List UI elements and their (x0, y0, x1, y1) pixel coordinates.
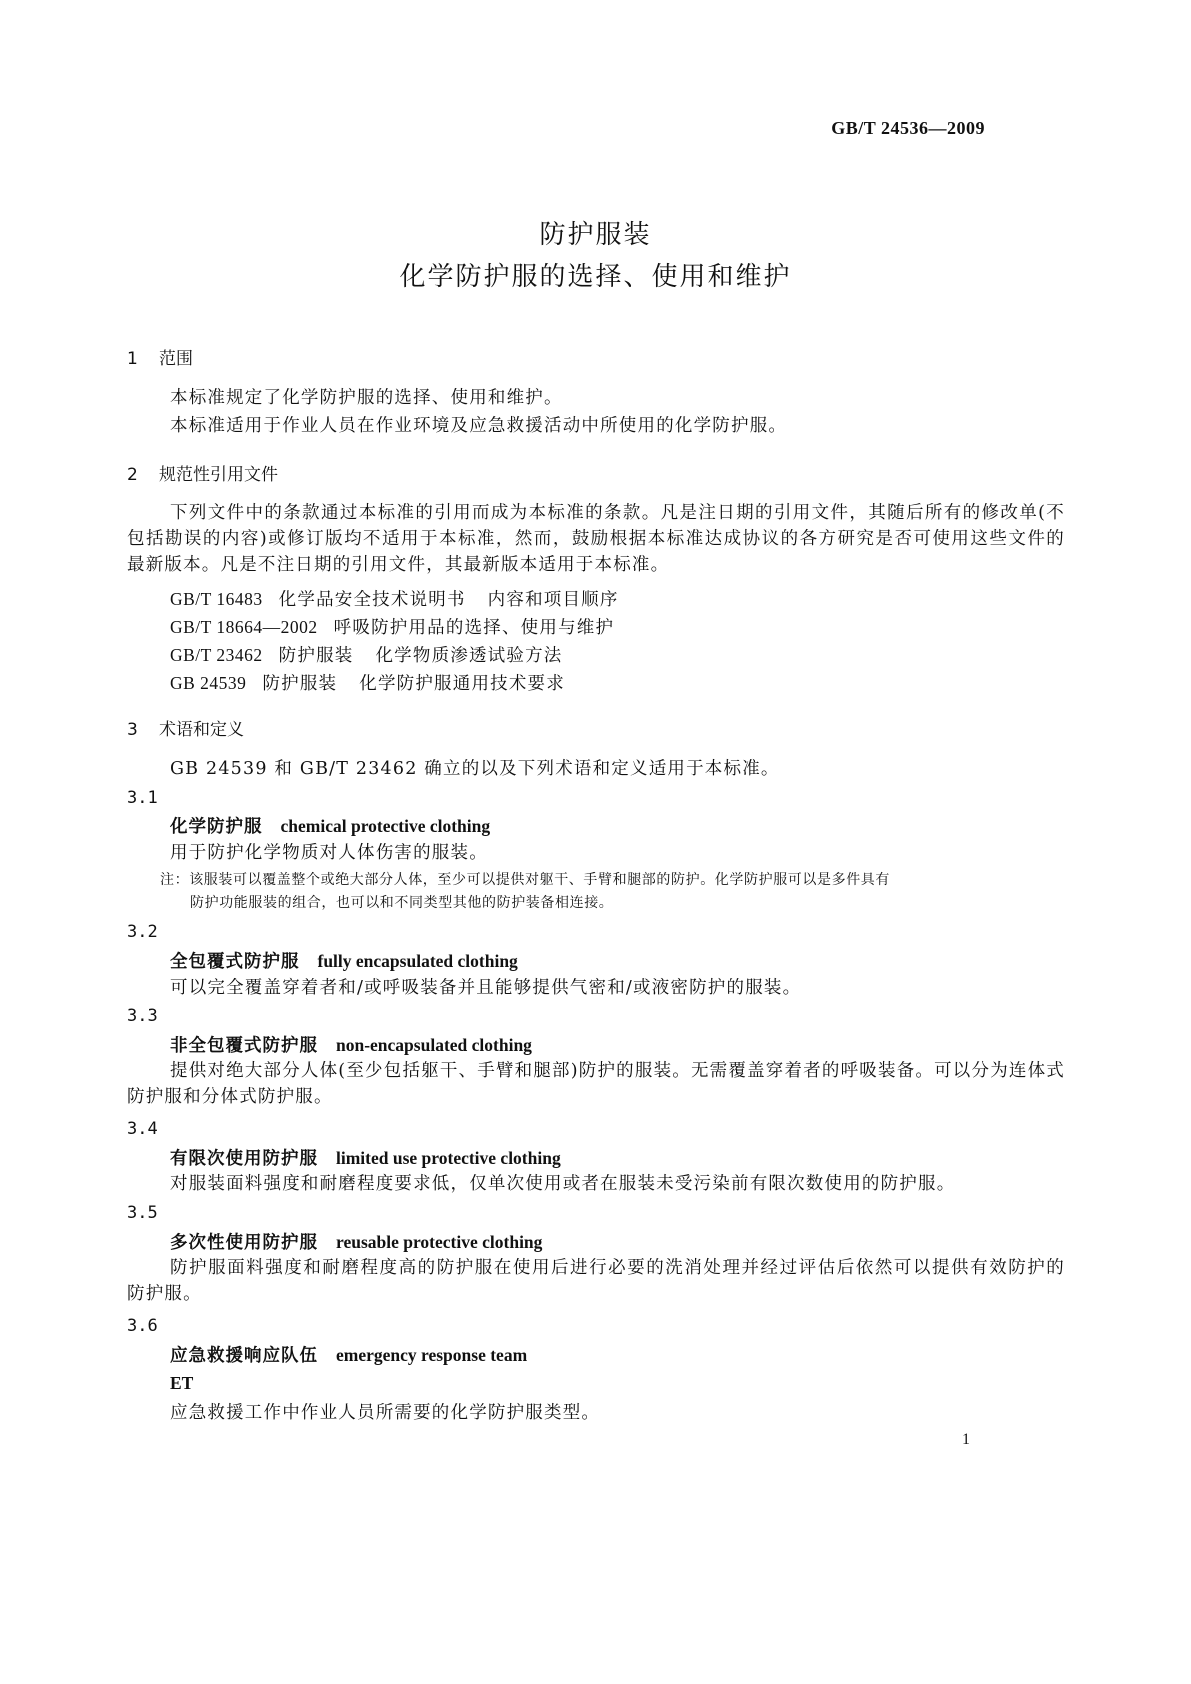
term-definition: 对服装面料强度和耐磨程度要求低，仅单次使用或者在服装未受污染前有限次数使用的防护服。 (170, 1174, 956, 1194)
reference-title: 呼吸防护用品的选择、使用与维护 (333, 618, 615, 638)
reference-item (170, 642, 562, 669)
term-zh: 全包覆式防护服 (170, 952, 300, 972)
reference-code: GB/T 23462 (170, 645, 263, 665)
term-number: 3.5 (127, 1203, 158, 1223)
reference-code: GB/T 18664—2002 (170, 617, 318, 637)
term-zh: 多次性使用防护服 (170, 1233, 318, 1253)
term-number: 3.3 (127, 1006, 158, 1026)
term-definition: 防护服面料强度和耐磨程度高的防护服在使用后进行必要的洗消处理并经过评估后依然可以提供有效防护的防护服。 (127, 1258, 1065, 1304)
term-title (170, 813, 490, 838)
section-1-heading (127, 344, 193, 369)
term-title (170, 1229, 542, 1254)
term-en: limited use protective clothing (336, 1148, 561, 1168)
section-number: 3 (127, 720, 138, 740)
reference-item (170, 670, 565, 697)
document-title-line2: 化学防护服的选择、使用和维护 (399, 262, 792, 292)
section-number: 1 (127, 349, 138, 369)
reference-subtitle: 化学防护服通用技术要求 (359, 674, 565, 694)
reference-subtitle: 内容和项目顺序 (487, 590, 619, 610)
term-title (170, 1145, 561, 1170)
document-title-line1: 防护服装 (539, 220, 652, 250)
term-zh: 非全包覆式防护服 (170, 1036, 318, 1056)
term-title (170, 1342, 527, 1367)
term-zh: 有限次使用防护服 (170, 1149, 318, 1169)
term-en: reusable protective clothing (336, 1232, 543, 1252)
term-definition: 提供对绝大部分人体(至少包括躯干、手臂和腿部)防护的服装。无需覆盖穿着者的呼吸装备。可以分为连体式防护服和分体式防护服。 (127, 1061, 1065, 1107)
section-title: 术语和定义 (159, 720, 244, 740)
term-en: emergency response team (336, 1345, 528, 1365)
term-note-continued: 防护功能服装的组合，也可以和不同类型其他的防护装备相连接。 (190, 895, 614, 911)
term-definition: 应急救援工作中作业人员所需要的化学防护服类型。 (170, 1403, 601, 1423)
term-zh: 化学防护服 (170, 817, 263, 837)
paragraph: 本标准适用于作业人员在作业环境及应急救援活动中所使用的化学防护服。 (170, 416, 788, 436)
term-en: chemical protective clothing (280, 816, 491, 836)
section-title: 规范性引用文件 (159, 465, 278, 485)
section-3-heading (127, 715, 244, 740)
term-note: 注：该服装可以覆盖整个或绝大部分人体，至少可以提供对躯干、手臂和腿部的防护。化学防护服可以是多件具有 (160, 872, 890, 888)
term-number: 3.4 (127, 1119, 158, 1139)
reference-subtitle: 化学物质渗透试验方法 (375, 646, 563, 666)
term-en: non-encapsulated clothing (336, 1035, 532, 1055)
term-number: 3.6 (127, 1316, 158, 1336)
term-zh: 应急救援响应队伍 (170, 1346, 318, 1366)
paragraph: GB 24539 和 GB/T 23462 确立的以及下列术语和定义适用于本标准。 (170, 759, 780, 779)
reference-item (170, 614, 614, 641)
section-number: 2 (127, 465, 138, 485)
reference-title: 防护服装 (262, 674, 338, 694)
paragraph: 本标准规定了化学防护服的选择、使用和维护。 (170, 388, 563, 408)
term-title (170, 948, 518, 973)
reference-title: 防护服装 (278, 646, 354, 666)
term-abbreviation: ET (170, 1373, 194, 1393)
reference-code: GB 24539 (170, 673, 247, 693)
reference-item (170, 586, 619, 613)
reference-code: GB/T 16483 (170, 589, 263, 609)
term-number: 3.2 (127, 922, 158, 942)
term-definition: 可以完全覆盖穿着者和/或呼吸装备并且能够提供气密和/或液密防护的服装。 (170, 978, 802, 998)
paragraph: 下列文件中的条款通过本标准的引用而成为本标准的条款。凡是注日期的引用文件，其随后所有的修改单(不包括勘误的内容)或修订版均不适用于本标准，然而，鼓励根据本标准达成协议的各方研究是否可使用这些文件的最新版本。凡是不注日期的引用文件，其最新版本适用于本标准。 (127, 503, 1065, 575)
term-en: fully encapsulated clothing (317, 951, 518, 971)
term-number: 3.1 (127, 788, 158, 808)
reference-title: 化学品安全技术说明书 (278, 590, 466, 610)
section-2-heading (127, 460, 278, 485)
page-number: 1 (962, 1431, 970, 1448)
term-title (170, 1032, 532, 1057)
section-title: 范围 (159, 349, 193, 369)
standard-number: GB/T 24536—2009 (831, 118, 985, 138)
term-definition: 用于防护化学物质对人体伤害的服装。 (170, 843, 488, 863)
